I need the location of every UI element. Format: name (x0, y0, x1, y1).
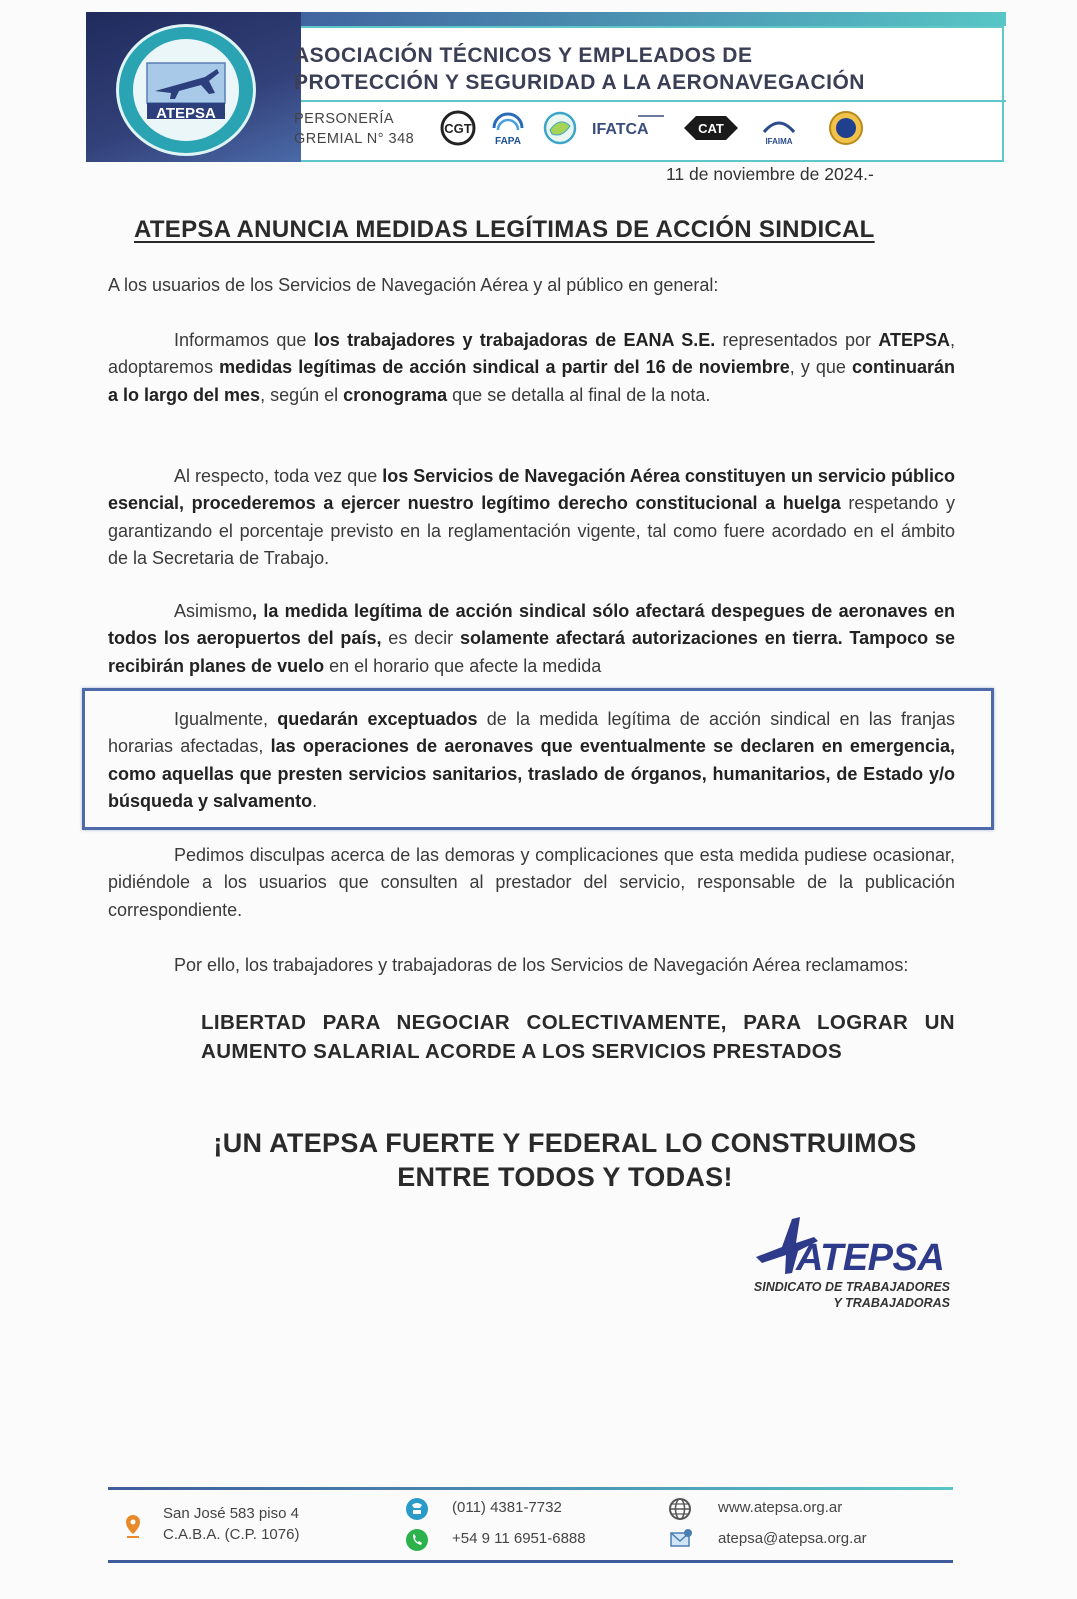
svg-text:IFAIMA: IFAIMA (765, 137, 793, 146)
closing-slogan: ¡UN ATEPSA FUERTE Y FEDERAL LO CONSTRUIMOS ENTRE TODOS Y TODAS! (213, 1128, 917, 1192)
whatsapp-icon (405, 1528, 429, 1552)
email-icon (668, 1527, 694, 1551)
demand-statement: LIBERTAD PARA NEGOCIAR COLECTIVAMENTE, PARA LOGRAR UN AUMENTO SALARIAL ACORDE A LOS SERVICIOS PRESTADOS (201, 1011, 955, 1063)
paragraph-exceptions: Igualmente, quedarán exceptuados de la medida legítima de acción sindical en las franjas horarias afectadas, las operaciones de aeronaves que eventualmente se declaren en emergencia, como aquellas que presten servicios sanitarios, traslado de órganos, humanitarios, de Estado y/o búsqueda y salvamento. (108, 709, 955, 811)
ifaima-logo-icon (754, 110, 804, 146)
letterhead-divider (236, 100, 1006, 102)
salutation: A los usuarios de los Servicios de Navegación Aérea y al público en general: (108, 275, 719, 295)
paragraph-essential-service: Al respecto, toda vez que los Servicios de Navegación Aérea constituyen un servicio público esencial, procederemos a ejercer nuestro legítimo derecho constitucional a huelga respetando y garantizando el porcentaje previsto en la reglamentación vigente, tal como fuere acordado en el ámbito de la Secretaria de Trabajo. (108, 466, 956, 568)
footer-address: San José 583 piso 4 C.A.B.A. (C.P. 1076) (163, 1505, 300, 1543)
svg-text:FAPA: FAPA (495, 136, 521, 146)
svg-text:IFATCA: IFATCA (592, 121, 649, 138)
personeria-gremial: PERSONERÍA GREMIAL N° 348 (294, 111, 415, 147)
globe-icon (668, 1497, 692, 1521)
footer-top-rule (108, 1487, 953, 1490)
cgt-logo-icon (438, 110, 478, 146)
organization-name: ASOCIACIÓN TÉCNICOS Y EMPLEADOS DE PROTECCIÓN Y SEGURIDAD A LA AERONAVEGACIÓN (294, 44, 865, 94)
footer-email-link[interactable]: atepsa@atepsa.org.ar (718, 1530, 867, 1547)
phone-icon (405, 1497, 429, 1521)
paragraph-demand-intro: Por ello, los trabajadores y trabajadoras de los Servicios de Navegación Aérea reclamamos: (174, 955, 909, 975)
paragraph-scope: Asimismo, la medida legítima de acción sindical sólo afectará despegues de aeronaves en todos los aeropuertos del país, es decir solamente afectará autorizaciones en tierra. Tampoco se recibirán planes de vuelo en el horario que afecte la medida (108, 601, 955, 676)
atepsa-signature-logo (752, 1213, 952, 1323)
signature-subtitle: SINDICATO DE TRABAJADORES Y TRABAJADORAS (753, 1280, 950, 1310)
globe-union-logo-icon (540, 110, 580, 146)
svg-text:CGT: CGT (444, 121, 472, 136)
footer-whatsapp[interactable]: +54 9 11 6951-6888 (452, 1530, 586, 1547)
seal-logo-text: ATEPSA (156, 105, 216, 122)
letterhead-top-bar (236, 12, 1006, 26)
document-date: 11 de noviembre de 2024.- (666, 164, 874, 184)
letterhead (86, 12, 1006, 162)
cat-logo-icon (682, 110, 740, 146)
federation-seal-logo-icon (824, 110, 868, 146)
location-pin-icon (124, 1514, 142, 1540)
signature-name: ATEPSA (796, 1237, 945, 1279)
paragraph-announcement: Informamos que los trabajadores y trabajadoras de EANA S.E. representados por ATEPSA, adoptaremos medidas legítimas de acción sindical a partir del 16 de noviembre, y que continuarán a lo largo del mes, según el cronograma que se detalla al final de la nota. (108, 330, 956, 405)
document-title: ATEPSA ANUNCIA MEDIDAS LEGÍTIMAS DE ACCIÓN SINDICAL (134, 216, 875, 243)
fapa-logo-icon (488, 110, 528, 146)
paragraph-apology: Pedimos disculpas acerca de las demoras y complicaciones que esta medida pudiese ocasionar, pidiéndole a los usuarios que consulten al prestador del servicio, responsable de la publicación correspondiente. (108, 845, 955, 920)
letterhead-logo-panel (86, 12, 301, 162)
svg-text:CAT: CAT (698, 121, 724, 136)
footer-bottom-rule (108, 1560, 953, 1563)
ifatca-logo-icon (590, 110, 670, 146)
footer-phone[interactable]: (011) 4381-7732 (452, 1499, 562, 1516)
atepsa-seal-logo (116, 24, 256, 156)
footer-website-link[interactable]: www.atepsa.org.ar (718, 1499, 843, 1516)
